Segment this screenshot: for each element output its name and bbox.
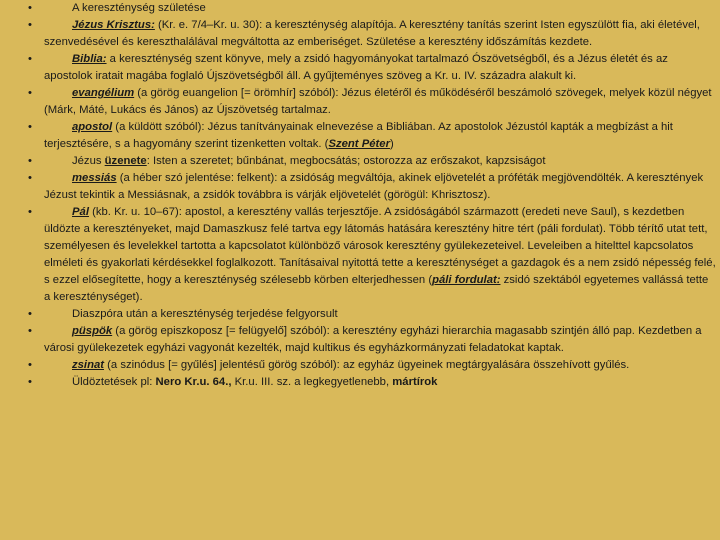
bullet-icon: •: [28, 172, 32, 184]
list-item: [28, 17, 716, 51]
list-item: [28, 357, 716, 374]
bullet-icon: •: [28, 376, 32, 388]
list-item: [28, 323, 716, 357]
term-jezus: Jézus Krisztus:: [72, 19, 155, 31]
bullet-icon: •: [28, 19, 32, 31]
term-messias: messiás: [72, 172, 117, 184]
item-text: ): [389, 138, 394, 150]
item-text: Jézus: [72, 155, 105, 167]
term-apostol: apostol: [72, 121, 113, 133]
item-text: Kr.u. III. sz. a legkegyetlenebb,: [231, 376, 393, 388]
bullet-icon: •: [28, 121, 32, 133]
martirok-text: mártírok: [392, 376, 438, 388]
list-item: [28, 85, 716, 119]
bullet-icon: •: [28, 155, 32, 167]
bullet-icon: •: [28, 359, 32, 371]
bullet-icon: •: [28, 325, 32, 337]
list-item: [28, 119, 716, 153]
item-text: (Kr. e. 7/4–Kr. u. 30): a kereszténység alapítója. A keresztény tanítás szerint Isten egyszülött fia, aki életével, szenvedésével és kereszthalálával megváltotta az emberiséget. Születése a keresztény időszámítás kezdete.: [44, 19, 700, 48]
list-item: [28, 170, 716, 204]
item-text: (a szinódus [= gyűlés] jelentésű görög szóból): az egyház ügyeinek megtárgyalására összehívott gyűlés.: [104, 359, 630, 371]
term-pali-fordulat: páli fordulat:: [432, 274, 501, 286]
nero-text: Nero Kr.u. 64.,: [155, 376, 232, 388]
bullet-icon: •: [28, 206, 32, 218]
list-item: [28, 374, 716, 391]
bullet-icon: •: [28, 87, 32, 99]
item-text: a kereszténység szent könyve, mely a zsidó hagyományokat tartalmazó Ószövetségből, és a Jézus életét és az apostolok iratait magába foglaló Újszövetségből áll. A gyűjteményes szöveg a Kr. u. IV. századra alakult ki.: [44, 53, 668, 82]
item-text: (a görög euangelion [= örömhír] szóból): Jézus életéről és működéséről beszámoló szövegek, melyek közül négyet (Márk, Máté, Lukács és János) az Újszövetség tartalmaz.: [44, 87, 712, 116]
item-text: A kereszténység születése: [72, 2, 206, 14]
list-item: [28, 204, 716, 306]
item-text: Diaszpóra után a kereszténység terjedése felgyorsult: [72, 308, 338, 320]
item-text: Üldöztetések pl:: [72, 376, 156, 388]
item-text: : Isten a szeretet; bűnbánat, megbocsátás; ostorozza az erőszakot, kapzsiságot: [146, 155, 546, 167]
bullet-icon: •: [28, 308, 32, 320]
item-text: (a héber szó jelentése: felkent): a zsidóság megváltója, akinek eljövetelét a próféták megjövendölték. A keresztények Jézust tekintik a Messiásnak, a zsidók továbbra is várják eljövetelét (görögül: Khrisztosz).: [44, 172, 704, 201]
list-item: [28, 153, 716, 170]
item-text: zsidó szektából egyetemes vallássá tette a kereszténységet).: [44, 274, 709, 303]
term-pal: Pál: [72, 206, 89, 218]
item-text: (kb. Kr. u. 10–67): apostol, a keresztény vallás terjesztője. A zsidóságából származott (eredeti neve Saul), s kezdetben üldözte a keresztényeket, majd Damaszkusz felé tartva egy látomás hatására keresztény hitre tért (páli fordulat). Több térítő utat tett, személyesen és levelekkel tartotta a kapcsolatot különböző városok keresztény gyülekezeteivel. Leveleiben a hitelttel kapcsolatos elméleti és gyakorlati kérdésekkel foglalkozott. Tanításaival nyitottá tette a kereszténységet a gazdagok és a nem zsidó népesség felé, s ezzel elősegítette, hogy a kereszténység szélesebb körben elterjedhessen (: [44, 206, 716, 286]
item-text: (a görög episzkoposz [= felügyelő] szóból): a keresztény egyházi hierarchia magasabb szintjén álló pap. Kezdetben a városi gyülekezetek egyházi vagyonát kezelték, majd kultikus és egyházkormányzati feladatokat kaptak.: [44, 325, 702, 354]
bullet-icon: •: [28, 53, 32, 65]
item-text: (a küldött szóból): Jézus tanítványainak elnevezése a Bibliában. Az apostolok Jézustól kapták a megbízást a hit terjesztésére, s a hagyomány szerint tizenketten voltak. (: [44, 121, 673, 150]
bullet-icon: •: [28, 2, 32, 14]
term-zsinat: zsinat: [72, 359, 105, 371]
term-puspok: püspök: [72, 325, 113, 337]
list-item: [28, 0, 716, 17]
list-item: [28, 306, 716, 323]
term-szent-peter: Szent Péter: [328, 138, 390, 150]
term-uzenete: üzenete: [104, 155, 147, 167]
term-biblia: Biblia:: [72, 53, 107, 65]
term-evangelium: evangélium: [72, 87, 135, 99]
list-item: [28, 51, 716, 85]
